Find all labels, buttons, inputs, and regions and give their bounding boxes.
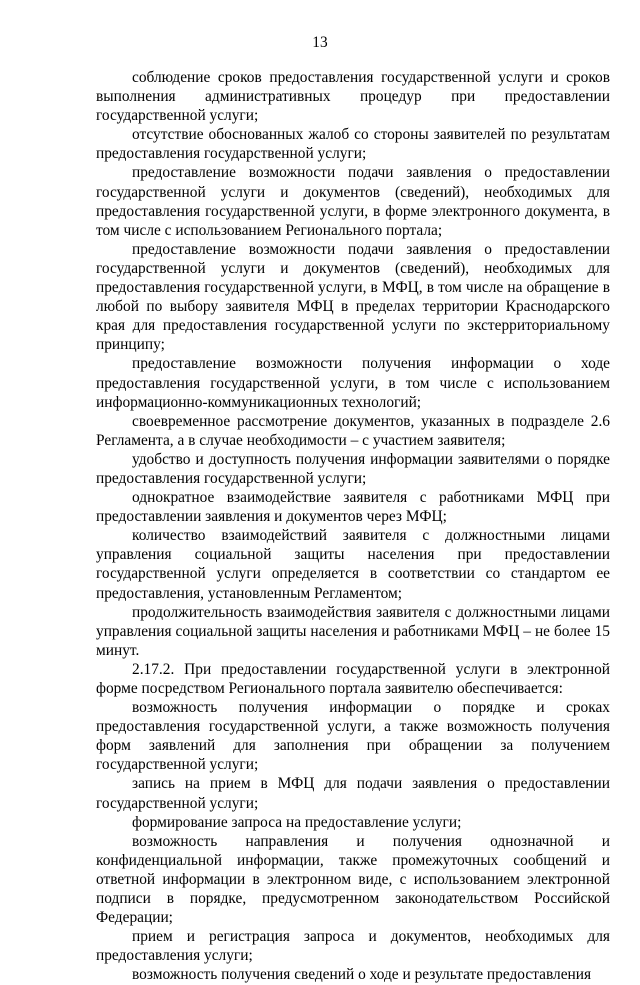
- paragraph: своевременное рассмотрение документов, указанных в подразделе 2.6 Регламента, а в случае необходимости – с участием заявителя;: [96, 412, 610, 449]
- paragraph: возможность получения информации о порядке и сроках предоставления государственной услуги, а также возможность получения форм заявлений для заполнения при обращении за получением государственной услуги;: [96, 699, 610, 774]
- paragraph: возможность получения сведений о ходе и результате предоставления: [132, 966, 592, 984]
- paragraph: удобство и доступность получения информации заявителями о порядке предоставления государственной услуги;: [96, 450, 610, 487]
- paragraph: отсутствие обоснованных жалоб со стороны заявителей по результатам предоставления государственной услуги;: [96, 126, 610, 163]
- paragraph: формирование запроса на предоставление услуги;: [132, 813, 462, 831]
- paragraph: предоставление возможности подачи заявления о предоставлении государственной услуги и документов (сведений), необходимых для предоставления государственной услуги, в МФЦ, в том числе на обращение в любой по выбору заявителя МФЦ в пределах территории Краснодарского края для предоставления государственной услуги по экстерриториальному принципу;: [96, 240, 610, 354]
- paragraph: возможность направления и получения однозначной и конфиденциальной информации, также промежуточных сообщений и ответной информации в электронном виде, с использованием электронной подписи в порядке, предусмотренном законодательством Российской Федерации;: [96, 832, 610, 927]
- paragraph: 2.17.2. При предоставлении государственной услуги в электронной форме посредством Регионального портала заявителю обеспечивается:: [96, 660, 610, 697]
- paragraph: соблюдение сроков предоставления государственной услуги и сроков выполнения административных процедур при предоставлении государственной услуги;: [96, 69, 610, 125]
- page-number: 13: [312, 34, 328, 51]
- paragraph: предоставление возможности получения информации о ходе предоставления государственной услуги, в том числе с использованием информационно-коммуникационных технологий;: [96, 355, 610, 411]
- paragraph: прием и регистрация запроса и документов, необходимых для предоставления услуги;: [96, 928, 610, 965]
- paragraph: однократное взаимодействие заявителя с работниками МФЦ при предоставлении заявления и документов через МФЦ;: [96, 489, 610, 526]
- paragraph: запись на прием в МФЦ для подачи заявления о предоставлении государственной услуги;: [96, 775, 610, 812]
- paragraph: продолжительность взаимодействия заявителя с должностными лицами управления социальной защиты населения и работниками МФЦ – не более 15 минут.: [96, 603, 610, 659]
- body-text: [96, 68, 610, 985]
- paragraph: количество взаимодействий заявителя с должностными лицами управления социальной защиты населения при предоставлении государственной услуги определяется в соответствии со стандартом ее предоставления, установленным Регламентом;: [96, 527, 610, 602]
- paragraph: предоставление возможности подачи заявления о предоставлении государственной услуги и документов (сведений), необходимых для предоставления государственной услуги, в форме электронного документа, в том числе с использованием Регионального портала;: [96, 164, 610, 239]
